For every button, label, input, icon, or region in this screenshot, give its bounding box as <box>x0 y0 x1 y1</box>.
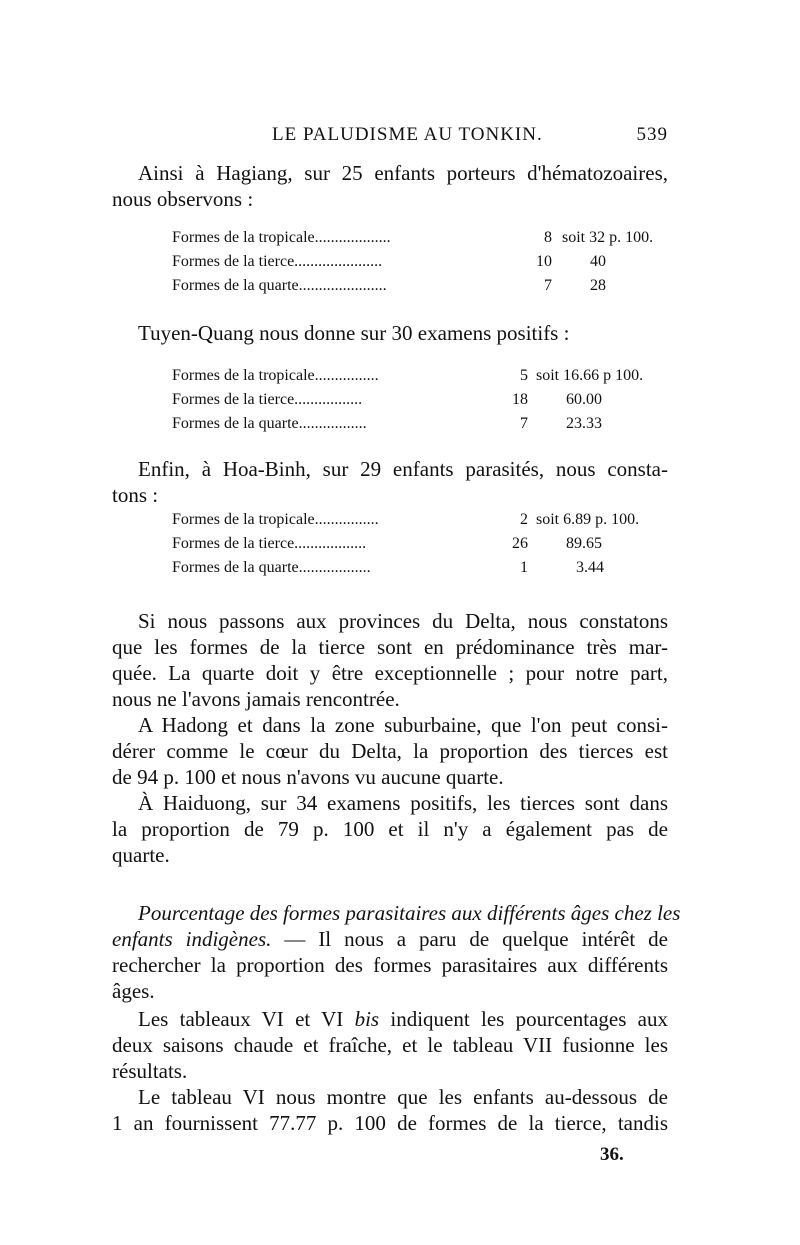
row-percent: 3.44 <box>576 559 604 576</box>
row-count: 1 <box>520 559 528 576</box>
signature-mark: 36. <box>600 1144 624 1165</box>
text-line: Enfin, à Hoa-Binh, sur 29 enfants parasités, nous consta- <box>138 457 668 481</box>
paragraph-hadong <box>112 712 668 790</box>
row-label: Formes de la quarte.................. <box>172 559 371 576</box>
text-line: quarte. <box>112 843 170 867</box>
table-hoa-binh <box>172 508 672 580</box>
page-header <box>112 124 668 154</box>
running-title: LE PALUDISME AU TONKIN. <box>272 124 543 145</box>
row-percent: 89.65 <box>566 535 602 552</box>
paragraph-hagiang <box>112 160 668 212</box>
row-count: 10 <box>536 253 552 270</box>
text-span: — Il nous a paru de quelque intérêt de <box>271 927 668 951</box>
page-number: 539 <box>636 124 668 145</box>
table-row <box>172 412 672 436</box>
text-line: 1 an fournissent 77.77 p. 100 de formes de la tierce, tandis <box>112 1111 668 1135</box>
row-label: Formes de la tierce...................... <box>172 253 383 270</box>
row-count: 7 <box>520 415 528 432</box>
text-line: nous observons : <box>112 187 254 211</box>
text-line <box>112 926 668 952</box>
table-tuyen-quang <box>172 364 672 436</box>
row-label: Formes de la tropicale................ <box>172 511 379 528</box>
row-percent: 40 <box>590 253 606 270</box>
text-line: Si nous passons aux provinces du Delta, nous constatons <box>138 609 668 633</box>
row-label: Formes de la tropicale................... <box>172 229 391 246</box>
row-count: 5 <box>520 367 528 384</box>
row-percent: soit 6.89 p. 100. <box>536 511 640 528</box>
text-line: âges. <box>112 979 155 1003</box>
row-label: Formes de la tierce................. <box>172 391 363 408</box>
row-percent: 23.33 <box>566 415 602 432</box>
row-count: 26 <box>512 535 528 552</box>
paragraph-tableau-vi <box>112 1084 668 1136</box>
paragraph-tuyen-quang <box>112 320 668 346</box>
table-row <box>172 532 672 556</box>
table-row <box>172 274 672 298</box>
table-row <box>172 250 672 274</box>
paragraph-delta <box>112 608 668 712</box>
text-line: de 94 p. 100 et nous n'avons vu aucune quarte. <box>112 765 504 789</box>
text-line: résultats. <box>112 1059 188 1083</box>
row-label: Formes de la tierce.................. <box>172 535 367 552</box>
table-row <box>172 388 672 412</box>
text-line: quée. La quarte doit y être exceptionnelle ; pour notre part, <box>112 661 668 685</box>
italic-bis: bis <box>354 1007 380 1031</box>
text-line: À Haiduong, sur 34 examens positifs, les tierces sont dans <box>138 791 668 815</box>
row-label: Formes de la tropicale................ <box>172 367 379 384</box>
text-line: deux saisons chaude et fraîche, et le tableau VII fusionne les <box>112 1033 668 1057</box>
table-row <box>172 364 672 388</box>
text-line: Le tableau VI nous montre que les enfants au-dessous de <box>138 1085 668 1109</box>
paragraph-haiduong <box>112 790 668 868</box>
row-label: Formes de la quarte...................... <box>172 277 387 294</box>
text-line: tons : <box>112 483 159 507</box>
text-line: A Hadong et dans la zone suburbaine, que l'on peut consi- <box>138 713 668 737</box>
text-line: nous ne l'avons jamais rencontrée. <box>112 687 400 711</box>
section-title-end: enfants indigènes. <box>112 927 272 951</box>
paragraph-tableaux <box>112 1006 668 1084</box>
text-line: que les formes de la tierce sont en prédominance très mar- <box>112 635 668 659</box>
text-line: rechercher la proportion des formes parasitaires aux différents <box>112 953 668 977</box>
text-line: dérer comme le cœur du Delta, la proportion des tierces est <box>112 739 668 763</box>
row-count: 7 <box>544 277 552 294</box>
text-line: Tuyen-Quang nous donne sur 30 examens positifs : <box>138 321 570 345</box>
table-row <box>172 556 672 580</box>
text-line <box>112 1006 668 1032</box>
text-span: Les tableaux VI et VI <box>138 1007 355 1031</box>
text-line: la proportion de 79 p. 100 et il n'y a également pas de <box>112 817 668 841</box>
row-percent: soit 32 p. 100. <box>562 229 654 246</box>
text-line: Ainsi à Hagiang, sur 25 enfants porteurs d'hématozoaires, <box>138 161 668 185</box>
row-percent: soit 16.66 p 100. <box>536 367 644 384</box>
row-count: 8 <box>544 229 552 246</box>
table-hagiang <box>172 226 672 298</box>
row-label: Formes de la quarte................. <box>172 415 367 432</box>
paragraph-hoa-binh <box>112 456 668 508</box>
text-span: indiquent les pourcentages aux <box>379 1007 668 1031</box>
row-percent: 28 <box>590 277 606 294</box>
row-percent: 60.00 <box>566 391 602 408</box>
row-count: 2 <box>520 511 528 528</box>
section-title-line: Pourcentage des formes parasitaires aux différents âges chez les <box>138 901 681 925</box>
table-row <box>172 508 672 532</box>
paragraph-pourcentage <box>112 900 681 1004</box>
table-row <box>172 226 672 250</box>
row-count: 18 <box>512 391 528 408</box>
